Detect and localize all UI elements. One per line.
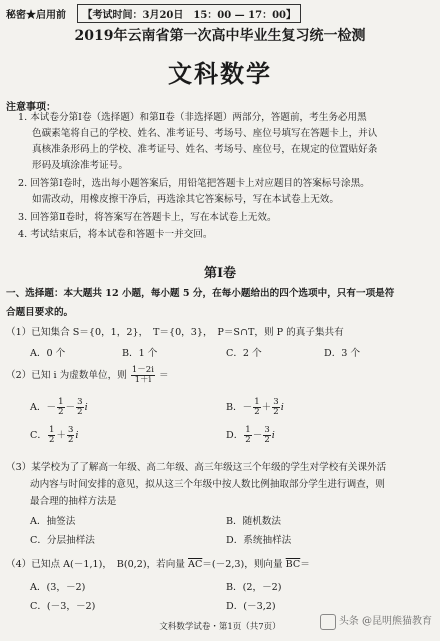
q2-option-b-label: B．－ bbox=[226, 402, 253, 413]
q2-option-d: D． $\frac{1}{2}$ － $\frac{3}{2}$ i bbox=[226, 425, 275, 445]
watermark-logo-icon bbox=[320, 614, 336, 630]
q2-option-d-label: D． bbox=[226, 430, 244, 441]
question-2-stem bbox=[6, 366, 169, 385]
vector-bc: $\overline{BC}$ bbox=[285, 559, 301, 570]
question-3-stem-cont: 最合理的抽样方法是 bbox=[30, 496, 117, 507]
notice-line: 如需改动，用橡皮擦干净后，再选涂其它答案标号，写在本试卷上无效。 bbox=[32, 194, 339, 205]
notice-line: 色碳素笔将自己的学校、姓名、准考证号、考场号、座位号填写在答题卡上，并认 bbox=[32, 128, 378, 139]
q1-option-a: A．0 个 bbox=[30, 348, 66, 359]
notice-line: 1. 本试卷分第Ⅰ卷（选择题）和第Ⅱ卷（非选择题）两部分，答题前，考生务必用黑 bbox=[18, 112, 367, 123]
question-3-stem: （3）某学校为了了解高一年级、高二年级、高三年级这三个年级的学生对学校有关课外活 bbox=[6, 462, 387, 473]
q2-option-c: C． $\frac{1}{2}$ ＋ $\frac{3}{2}$ i bbox=[30, 425, 79, 445]
q2-option-c-label: C． bbox=[30, 430, 47, 441]
secret-label: 秘密★启用前 bbox=[6, 10, 66, 21]
q1-option-b: B．1 个 bbox=[122, 348, 158, 359]
q4-option-b: B．(2，－2) bbox=[226, 582, 282, 593]
q2-option-a-label: A．－ bbox=[30, 402, 57, 413]
q3-option-b: B．随机数法 bbox=[226, 516, 282, 527]
q4-option-a: A．(3，－2) bbox=[30, 582, 86, 593]
section-intro-cont: 合题目要求的。 bbox=[6, 307, 74, 318]
page-footer: 文科数学试卷・第1页（共7页） bbox=[159, 622, 281, 632]
q1-option-c: C．2 个 bbox=[226, 348, 262, 359]
notice-line: 形码及填涂准考证号。 bbox=[32, 160, 128, 171]
q2-option-b: B．－ $\frac{1}{2}$ ＋ $\frac{3}{2}$ i bbox=[226, 397, 284, 417]
question-4-stem bbox=[6, 556, 310, 570]
subject-title: 文科数学 bbox=[168, 59, 272, 88]
q4-option-c: C．(－3，－2) bbox=[30, 601, 96, 612]
notice-line: 4. 考试结束后，将本试卷和答题卡一并交回。 bbox=[18, 229, 213, 240]
section-intro: 一、选择题：本大题共 12 小题，每小题 5 分，在每小题给出的四个选项中，只有一项是符 bbox=[6, 288, 395, 299]
q4-stem-end: ＝ bbox=[300, 559, 310, 570]
q2-denominator: 1＋i bbox=[134, 375, 152, 385]
exam-title: 2019年云南省第一次高中毕业生复习统一检测 bbox=[74, 28, 366, 44]
q2-numerator: 1－2i bbox=[131, 365, 154, 375]
watermark-text: 头条 @昆明熊猫教育 bbox=[338, 616, 432, 627]
watermark bbox=[320, 612, 432, 630]
q2-stem-suffix: ＝ bbox=[158, 370, 169, 381]
q4-stem-mid: ＝(－2,3)，则向量 bbox=[202, 559, 283, 570]
q2-option-a: A．－ $\frac{1}{2}$ － $\frac{3}{2}$ i bbox=[30, 397, 88, 417]
exam-time-box: 【考试时间：3月20日 15：00 — 17：00】 bbox=[77, 4, 301, 23]
notice-line: 真核准条形码上的学校、准考证号、姓名、考场号、座位号，在规定的位置贴好条 bbox=[32, 144, 378, 155]
q1-option-d: D．3 个 bbox=[324, 348, 361, 359]
q3-option-c: C．分层抽样法 bbox=[30, 535, 95, 546]
notice-line: 3. 回答第Ⅱ卷时，将答案写在答题卡上，写在本试卷上无效。 bbox=[18, 212, 277, 223]
section-title: 第Ⅰ卷 bbox=[203, 266, 237, 281]
notice-heading: 注意事项： bbox=[6, 102, 56, 113]
question-1-stem: （1）已知集合 S＝{0，1，2}， T＝{0，3}， P＝S∩T，则 P 的真子集共有 bbox=[6, 327, 344, 338]
q2-fraction bbox=[131, 366, 155, 385]
question-3-stem-cont: 动内容与时间安排的意见，拟从这三个年级中按人数比例抽取部分学生进行调查，则 bbox=[30, 479, 385, 490]
q2-stem-prefix: （2）已知 i 为虚数单位，则 bbox=[6, 370, 127, 381]
q4-option-d: D．(－3,2) bbox=[226, 601, 276, 612]
q3-option-a: A．抽签法 bbox=[30, 516, 76, 527]
q3-option-d: D．系统抽样法 bbox=[226, 535, 292, 546]
vector-ac: $\overline{AC}$ bbox=[188, 559, 203, 570]
q4-stem: （4）已知点 A(－1,1)， B(0,2)，若向量 bbox=[6, 559, 185, 570]
notice-line: 2. 回答第Ⅰ卷时，选出每小题答案后，用铅笔把答题卡上对应题目的答案标号涂黑。 bbox=[18, 178, 370, 189]
header bbox=[6, 4, 301, 23]
